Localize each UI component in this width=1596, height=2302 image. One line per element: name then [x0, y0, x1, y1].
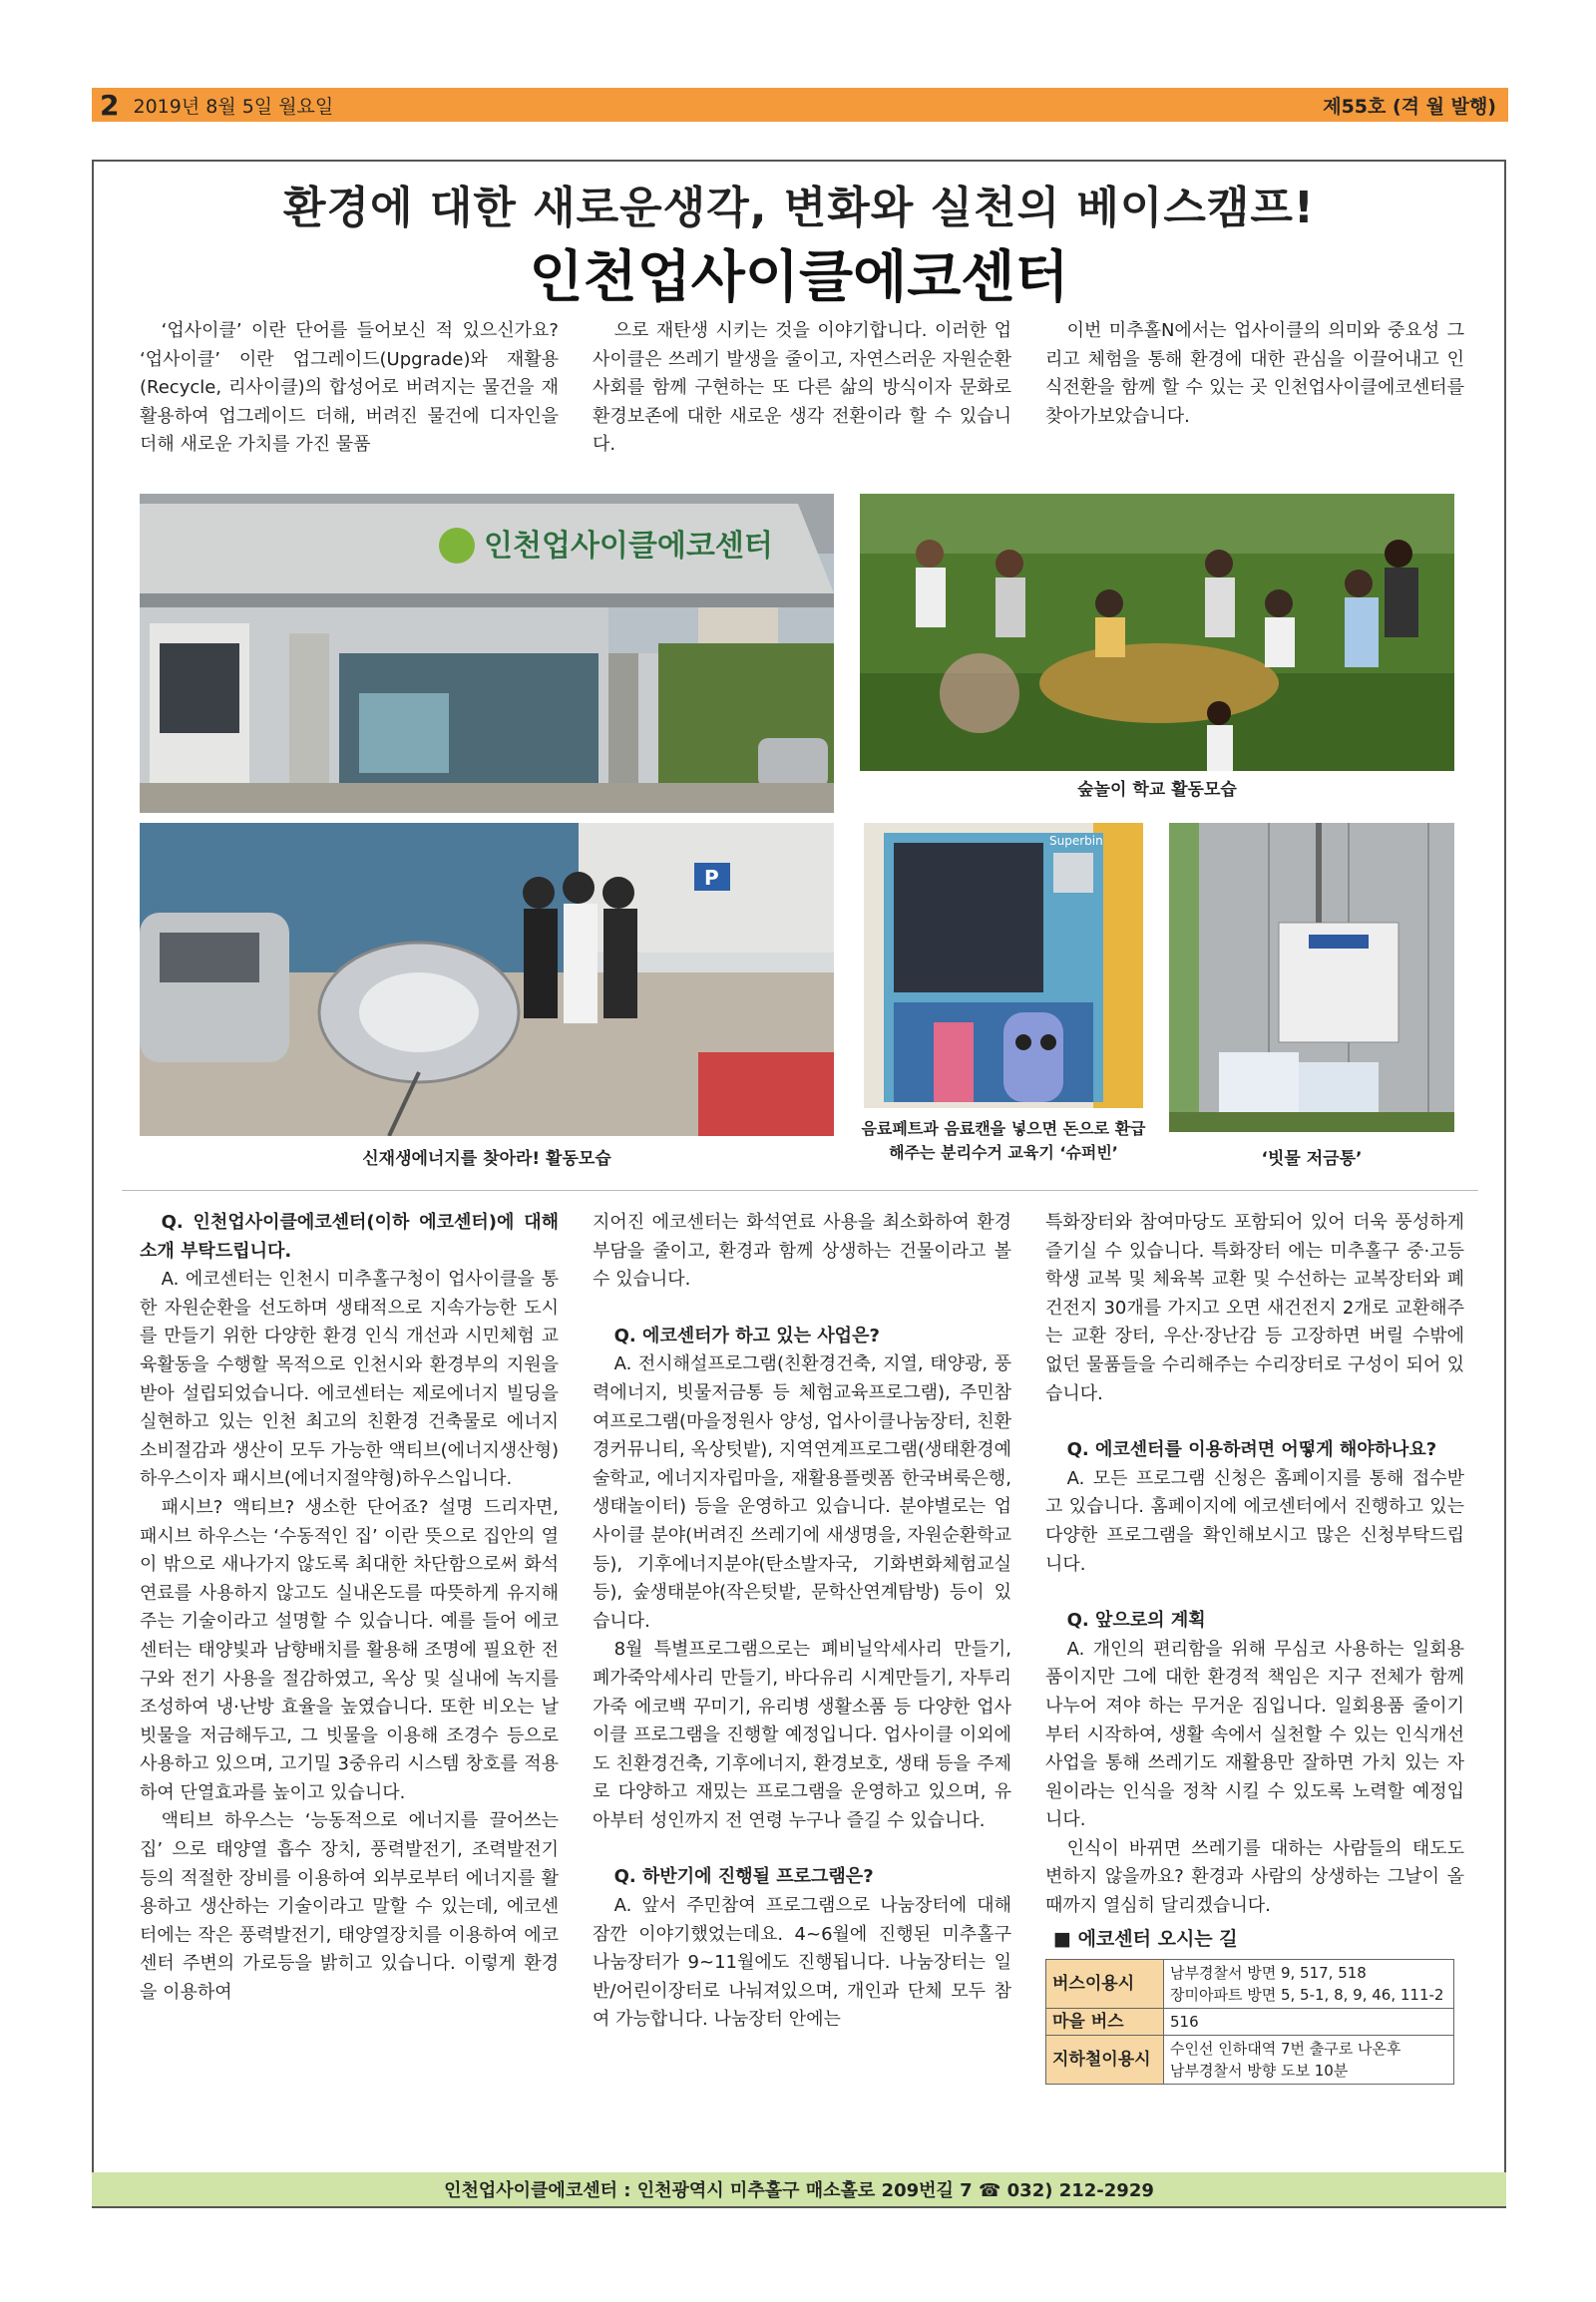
- article-col-3: [1045, 1209, 1464, 2085]
- solar-activity-photo: [140, 823, 834, 1136]
- paragraph-gap: [1045, 1579, 1464, 1607]
- paragraph: A. 개인의 편리함을 위해 무심코 사용하는 일회용품이지만 그에 대한 환경적 책임은 지구 전체가 함께 나누어 져야 하는 무거운 짐입니다. 일회용품 줄이기부터 시작하여, 생활 속에서 실천할 수 있는 인식개선사업을 통해 쓰레기도 재활용만 잘하면 가치 있는 자원이라는 인식을 정착 시킬 수 있도록 노력할 예정입니다.: [1045, 1638, 1464, 1831]
- intro-col-1: ‘업사이클’ 이란 단어를 들어보신 적 있으신가요? ‘업사이클’ 이란 업그레이드(Upgrade)와 재활용(Recycle, 리사이클)의 합성어로 버려지는 물건을 재활용하여 업그레이드 더해, 버려진 물건에 디자인을 더해 새로운 가치를 가진 물품: [140, 320, 559, 455]
- forest-caption: 숲놀이 학교 활동모습: [1077, 780, 1237, 800]
- directions-table: [1045, 1959, 1454, 2085]
- intro-col-3: 이번 미추홀N에서는 업사이클의 의미와 중요성 그리고 체험을 통해 환경에 대한 관심을 이끌어내고 인식전환을 함께 할 수 있는 곳 인천업사이클에코센터를 찾아가보았습니다.: [1045, 320, 1464, 427]
- solar-caption: 신재생에너지를 찾아라! 활동모습: [362, 1149, 611, 1169]
- paragraph: A. 에코센터는 인천시 미추홀구청이 업사이클을 통한 자원순환을 선도하며 생태적으로 지속가능한 도시를 만들기 위한 다양한 환경 인식 개선과 시민체험 교육활동을 수행할 목적으로 인천시와 환경부의 지원을 받아 설립되었습니다. 에코센터는 제로에너지 빌딩을 실현하고 있는 인천 최고의 친환경 건축물로 에너지 소비절감과 생산이 모두 가능한 액티브(에너지생산형)하우스이자 패시브(에너지절약형)하우스입니다.: [140, 1269, 559, 1490]
- directions-line: 장미아파트 방면 5, 5-1, 8, 9, 46, 111-2: [1170, 1986, 1444, 2005]
- paragraph-continued: 특화장터와 참여마당도 포함되어 있어 더욱 풍성하게 즐기실 수 있습니다. 특화장터 에는 미추홀구 중·고등학생 교복 및 체육복 교환 및 수선하는 교복장터와 폐건전지 30개를 가지고 오면 새건전지 2개로 교환해주는 교환 장터, 우산·장난감 등 고장하면 버릴 수밖에 없던 물품들을 수리해주는 수리장터로 구성이 되어 있습니다.: [1045, 1212, 1464, 1404]
- superbin-photo: [864, 823, 1143, 1108]
- parking-sign: P: [704, 866, 719, 890]
- paragraph-gap: [1045, 1408, 1464, 1436]
- paragraph: A. 전시해설프로그램(친환경건축, 지열, 태양광, 풍력에너지, 빗물저금통 등 체험교육프로그램), 주민참여프로그램(마을정원사 양성, 업사이클나눔장터, 친환경커뮤니티, 옥상텃밭), 지역연계프로그램(생태환경예술학교, 에너지자립마을, 재활용플렛폼 한국벼룩은행, 생태놀이터) 등을 운영하고 있습니다. 분야별로는 업사이클 분야(버려진 쓰레기에 새생명을, 자원순환학교 등), 기후에너지분야(탄소발자국, 기화변화체험교실 등), 숲생태분야(작은텃밭, 문학산연계탐방) 등이 있습니다.: [593, 1353, 1011, 1632]
- question-heading: Q. 인천업사이클에코센터(이하 에코센터)에 대해 소개 부탁드립니다.: [140, 1212, 559, 1262]
- intro-col-2: 으로 재탄생 시키는 것을 이야기합니다. 이러한 업사이클은 쓰레기 발생을 줄이고, 자연스러운 자원순환사회를 함께 구현하는 또 다른 삶의 방식이자 문화로 환경보존에 대한 새로운 생각 전환이라 할 수 있습니다.: [593, 320, 1011, 455]
- directions-row: [1046, 2036, 1454, 2085]
- question-heading: Q. 에코센터를 이용하려면 어떻게 해야하나요?: [1066, 1439, 1437, 1461]
- directions-key: 지하철이용시: [1046, 2036, 1164, 2085]
- paragraph: A. 모든 프로그램 신청은 홈페이지를 통해 접수받고 있습니다. 홈페이지에 에코센터에서 진행하고 있는 다양한 프로그램을 확인해보시고 많은 신청부탁드립니다.: [1045, 1467, 1464, 1575]
- superbin-caption: 음료페트과 음료캔을 넣으면 돈으로 환급해주는 분리수거 교육기 ‘슈퍼빈’: [861, 1119, 1146, 1162]
- rainwater-caption: ‘빗물 저금통’: [1261, 1149, 1363, 1169]
- header-bar: [92, 88, 1508, 122]
- article-title: 인천업사이클에코센터: [529, 245, 1069, 310]
- question-heading: Q. 에코센터가 하고 있는 사업은?: [613, 1325, 880, 1346]
- directions-row: [1046, 1960, 1454, 2009]
- forest-school-photo: [860, 494, 1454, 771]
- directions-line: 남부경찰서 방향 도보 10분: [1170, 2062, 1349, 2081]
- paragraph: 액티브 하우스는 ‘능동적으로 에너지를 끌어쓰는 집’ 으로 태양열 흡수 장치, 풍력발전기, 조력발전기 등의 적절한 장비를 이용하여 외부로부터 에너지를 활용하고 생산하는 기술이라고 말할 수 있는데, 에코센터에는 작은 풍력발전기, 태양열장치를 이용하여 에코센터 주변의 가로등을 밝히고 있습니다. 이렇게 환경을 이용하여: [140, 1810, 559, 2004]
- paragraph: A. 앞서 주민참여 프로그램으로 나눔장터에 대해 잠깐 이야기했었는데요. 4~6월에 진행된 미추홀구 나눔장터가 9~11월에도 진행됩니다. 나눔장터는 일반/어린이장터로 나눠져있으며, 개인과 단체 모두 참여 가능합니다. 나눔장터 안에는: [593, 1895, 1011, 2031]
- directions-value: [1164, 2009, 1454, 2036]
- issue-date: 2019년 8월 5일 월요일: [133, 95, 334, 118]
- directions-line: 516: [1170, 2013, 1199, 2032]
- paragraph: 패시브? 액티브? 생소한 단어죠? 설명 드리자면, 패시브 하우스는 ‘수동적인 집’ 이란 뜻으로 집안의 열이 밖으로 새나가지 않도록 최대한 차단함으로써 화석연료를 사용하지 않고도 실내온도를 따뜻하게 유지해주는 기술이라고 설명할 수 있습니다. 예를 들어 에코센터는 태양빛과 남향배치를 활용해 조명에 필요한 전구와 전기 사용을 절감하였고, 옥상 및 실내에 녹지를 조성하여 냉·난방 효율을 높였습니다. 또한 비오는 날 빗물을 저금해두고, 그 빗물을 이용해 조경수 등으로 사용하고 있으며, 고기밀 3중유리 시스템 창호를 적용하여 단열효과를 높이고 있습니다.: [140, 1496, 559, 1803]
- rainwater-photo: [1169, 823, 1454, 1132]
- directions-row: [1046, 2009, 1454, 2036]
- directions-key: 마을 버스: [1046, 2009, 1164, 2036]
- building-photo: [140, 494, 834, 813]
- footer-address: 인천업사이클에코센터 : 인천광역시 미추홀구 매소홀로 209번길 7 ☎ 032) 212-2929: [92, 2172, 1506, 2206]
- directions-title: ■ 에코센터 오시는 길: [1053, 1927, 1238, 1950]
- question-heading: Q. 앞으로의 계획: [1066, 1610, 1206, 1632]
- paragraph-gap: [593, 1295, 1011, 1323]
- directions-key: 버스이용시: [1046, 1960, 1164, 2009]
- superbin-brand: Superbin: [1049, 834, 1103, 848]
- page-number: 2: [100, 88, 120, 122]
- directions-line: 남부경찰서 방면 9, 517, 518: [1170, 1964, 1367, 1983]
- article-subtitle: 환경에 대한 새로운생각, 변화와 실천의 베이스캠프!: [283, 183, 1315, 233]
- paragraph: 인식이 바뀌면 쓰레기를 대하는 사람들의 태도도 변하지 않을까요? 환경과 사람의 상생하는 그날이 올 때까지 열심히 달리겠습니다.: [1045, 1837, 1464, 1917]
- paragraph-continued: 지어진 에코센터는 화석연료 사용을 최소화하여 환경 부담을 줄이고, 환경과 함께 상생하는 건물이라고 볼 수 있습니다.: [593, 1212, 1011, 1291]
- section-divider: [122, 1190, 1478, 1191]
- issue-number: 제55호 (격 월 발행): [1323, 95, 1496, 118]
- question-heading: Q. 하반기에 진행될 프로그램은?: [613, 1866, 874, 1888]
- paragraph-gap: [593, 1835, 1011, 1863]
- article-col-1: [140, 1209, 559, 2008]
- directions-value: [1164, 2036, 1454, 2085]
- building-sign: 인천업사이클에코센터: [484, 529, 773, 564]
- paragraph: 8월 특별프로그램으로는 폐비닐악세사리 만들기, 폐가죽악세사리 만들기, 바다유리 시계만들기, 자투리가죽 에코백 꾸미기, 유리병 생활소품 등 다양한 업사이클 프로그램을 진행할 예정입니다. 업사이클 이외에도 친환경건축, 기후에너지, 환경보호, 생태 등을 주제로 다양하고 재밌는 프로그램을 운영하고 있으며, 유아부터 성인까지 전 연령 누구나 즐길 수 있습니다.: [593, 1639, 1011, 1831]
- article-col-2: [593, 1209, 1011, 2035]
- directions-value: [1164, 1960, 1454, 2009]
- directions-line: 수인선 인하대역 7번 출구로 나온후: [1170, 2040, 1401, 2059]
